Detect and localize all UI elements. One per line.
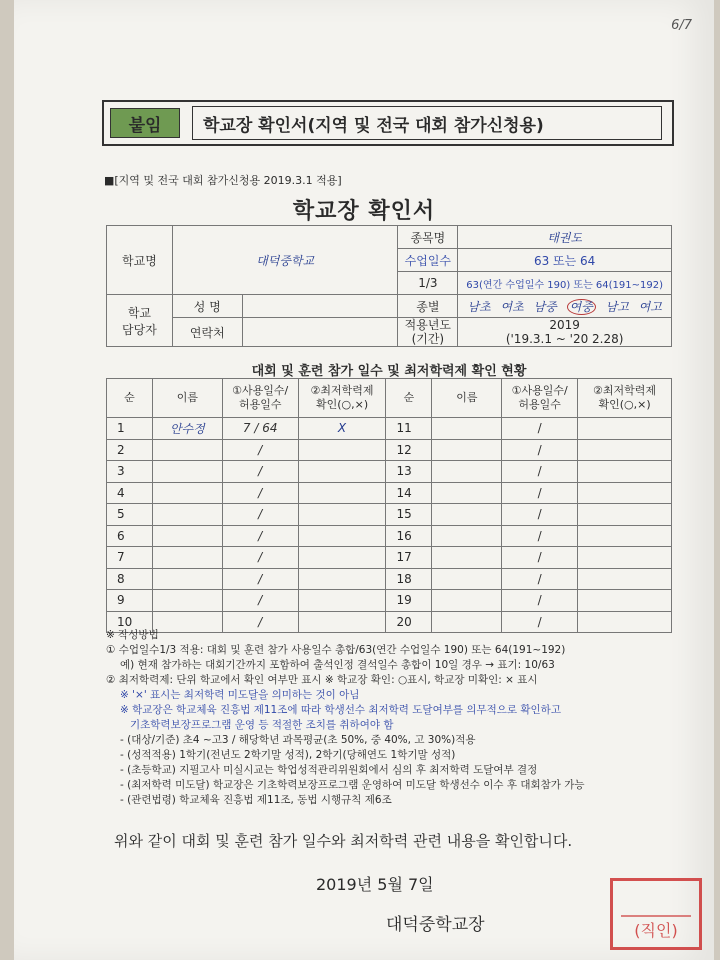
note-2: ② 최저학력제: 단위 학교에서 확인 여부만 표시 ※ 학교장 확인: ○표시, 학교장 미확인: × 표시 xyxy=(106,674,538,686)
row-days: / xyxy=(222,547,298,569)
row-days: / xyxy=(502,461,578,483)
row-no: 20 xyxy=(386,611,432,633)
row-no: 5 xyxy=(107,504,153,526)
gender-option: 여초 xyxy=(500,299,524,314)
note-8: - (최저학력 미도달) 학교장은 기초학력보장프로그램 운영하여 미도달 학생선수 이수 후 대회참가 가능 xyxy=(120,779,585,791)
school-value: 대덕중학교 xyxy=(172,226,398,295)
row-min xyxy=(578,504,672,526)
row-min xyxy=(298,461,386,483)
row-days: / xyxy=(502,547,578,569)
row-days: / xyxy=(502,611,578,633)
col-no: 순 xyxy=(107,379,153,418)
row-days: / xyxy=(222,439,298,461)
row-name xyxy=(152,525,222,547)
row-no: 16 xyxy=(386,525,432,547)
row-min: X xyxy=(298,418,386,440)
document-sheet xyxy=(14,0,714,960)
days-label-2: 1/3 xyxy=(398,272,458,295)
row-name xyxy=(432,461,502,483)
name-value xyxy=(242,295,398,318)
row-no: 6 xyxy=(107,525,153,547)
days-label: 수업일수 xyxy=(398,249,458,272)
page-mark: 6/7 xyxy=(671,18,692,33)
note-5: - (대상/기준) 초4 ~고3 / 해당학년 과목평균(초 50%, 중 40%, 고 30%)적용 xyxy=(120,734,476,746)
header-title: 학교장 확인서(지역 및 전국 대회 참가신청용) xyxy=(192,106,662,140)
year-value-main: 2019 xyxy=(549,318,580,332)
days-value-1: 63 또는 64 xyxy=(458,249,672,272)
row-name xyxy=(432,547,502,569)
note-3: ※ '×' 표시는 최저학력 미도달을 의미하는 것이 아님 xyxy=(120,689,360,701)
col-days: ①사용일수/ 허용일수 xyxy=(502,379,578,418)
note-7: - (초등학교) 지필고사 미실시교는 학업성적관리위원회에서 심의 후 최저학력 도달여부 결정 xyxy=(120,764,538,776)
table-row xyxy=(107,482,672,504)
gender-options xyxy=(458,295,672,318)
row-no: 1 xyxy=(107,418,153,440)
row-min xyxy=(298,482,386,504)
table-row xyxy=(107,525,672,547)
seal-text: (직인) xyxy=(634,921,678,940)
row-min xyxy=(578,418,672,440)
row-days: / xyxy=(222,504,298,526)
row-no: 15 xyxy=(386,504,432,526)
gender-option: 남중 xyxy=(533,299,557,314)
row-name xyxy=(152,568,222,590)
col-min: ②최저학력제 확인(○,×) xyxy=(578,379,672,418)
col-name: 이름 xyxy=(432,379,502,418)
row-no: 7 xyxy=(107,547,153,569)
row-min xyxy=(298,504,386,526)
row-min xyxy=(298,568,386,590)
row-days: / xyxy=(222,525,298,547)
note-9: - (관련법령) 학교체육 진흥법 제11조, 동법 시행규칙 제6조 xyxy=(120,794,392,806)
year-period: ('19.3.1 ~ '20 2.28) xyxy=(505,332,624,346)
row-name xyxy=(432,418,502,440)
row-days: / xyxy=(502,439,578,461)
notes xyxy=(106,628,706,808)
gender-label: 종별 xyxy=(398,295,458,318)
attendance-table xyxy=(106,378,672,633)
row-days: / xyxy=(222,568,298,590)
row-min xyxy=(578,461,672,483)
note-1b: 예) 현재 참가하는 대회기간까지 포함하여 출석인정 결석일수 총합이 10일 경우 → 표기: 10/63 xyxy=(120,659,555,671)
row-name xyxy=(152,547,222,569)
row-name xyxy=(152,590,222,612)
row-no: 17 xyxy=(386,547,432,569)
note-4b: 기초학력보장프로그램 운영 등 적절한 조치를 취하여야 함 xyxy=(130,719,394,731)
row-name xyxy=(152,482,222,504)
row-name xyxy=(432,590,502,612)
year-label-sub: (기간) xyxy=(411,332,445,346)
row-days: / xyxy=(502,418,578,440)
row-name xyxy=(432,482,502,504)
info-table xyxy=(106,225,672,347)
row-name xyxy=(432,504,502,526)
row-name xyxy=(432,568,502,590)
school-label: 학교명 xyxy=(107,226,173,295)
row-no: 9 xyxy=(107,590,153,612)
row-name: 안수정 xyxy=(152,418,222,440)
gender-option: 여고 xyxy=(638,299,662,314)
note-6: - (성적적용) 1학기(전년도 2학기말 성적), 2학기(당해연도 1학기말 성적) xyxy=(120,749,456,761)
row-name xyxy=(432,525,502,547)
official-seal xyxy=(610,878,702,950)
confirm-text: 위와 같이 대회 및 훈련 참가 일수와 최저학력 관련 내용을 확인합니다. xyxy=(114,832,573,850)
row-no: 19 xyxy=(386,590,432,612)
attachment-badge: 붙임 xyxy=(110,108,180,138)
row-name xyxy=(152,504,222,526)
days-value-2: 63(연간 수업일수 190) 또는 64(191~192) xyxy=(458,272,672,295)
row-no: 4 xyxy=(107,482,153,504)
document-title: 학교장 확인서 xyxy=(292,199,436,224)
row-no: 2 xyxy=(107,439,153,461)
row-days: / xyxy=(502,590,578,612)
row-min xyxy=(298,439,386,461)
table-row xyxy=(107,590,672,612)
row-days: / xyxy=(222,590,298,612)
year-label xyxy=(398,318,458,347)
row-min xyxy=(578,590,672,612)
year-label-main: 적용년도 xyxy=(404,318,452,332)
row-days: / xyxy=(222,482,298,504)
row-min xyxy=(578,525,672,547)
note-1a: ① 수업일수1/3 적용: 대회 및 훈련 참가 사용일수 총합/63(연간 수업일수 190) 또는 64(191~192) xyxy=(106,644,566,656)
row-days: / xyxy=(222,461,298,483)
form-note: ■[지역 및 전국 대회 참가신청용 2019.3.1 적용] xyxy=(104,174,342,187)
col-no: 순 xyxy=(386,379,432,418)
row-min xyxy=(298,590,386,612)
row-min xyxy=(578,568,672,590)
row-no: 11 xyxy=(386,418,432,440)
row-days: / xyxy=(502,504,578,526)
row-days: / xyxy=(222,611,298,633)
row-min xyxy=(578,439,672,461)
contact-label: 연락처 xyxy=(172,318,242,347)
col-name: 이름 xyxy=(152,379,222,418)
principal-name: 대덕중학교장 xyxy=(386,915,485,935)
row-no: 18 xyxy=(386,568,432,590)
row-no: 14 xyxy=(386,482,432,504)
row-min xyxy=(578,482,672,504)
table-row xyxy=(107,568,672,590)
event-value: 태권도 xyxy=(458,226,672,249)
year-value xyxy=(458,318,672,347)
row-days: / xyxy=(502,568,578,590)
row-name xyxy=(432,439,502,461)
section-title: 대회 및 훈련 참가 일수 및 최저학력제 확인 현황 xyxy=(251,364,527,379)
row-min xyxy=(298,525,386,547)
row-days: 7 / 64 xyxy=(222,418,298,440)
row-min xyxy=(298,547,386,569)
row-days: / xyxy=(502,482,578,504)
table-row xyxy=(107,504,672,526)
row-no: 10 xyxy=(107,611,153,633)
row-days: / xyxy=(502,525,578,547)
table-row xyxy=(107,418,672,440)
row-no: 13 xyxy=(386,461,432,483)
row-no: 3 xyxy=(107,461,153,483)
col-days: ①사용일수/ 허용일수 xyxy=(222,379,298,418)
table-row xyxy=(107,461,672,483)
seal-inner-mark xyxy=(621,887,691,917)
note-4a: ※ 학교장은 학교체육 진흥법 제11조에 따라 학생선수 최저학력 도달여부를 의무적으로 확인하고 xyxy=(120,704,561,716)
name-label: 성 명 xyxy=(172,295,242,318)
row-no: 8 xyxy=(107,568,153,590)
date-text: 2019년 5월 7일 xyxy=(316,875,434,894)
row-name xyxy=(152,461,222,483)
table-row xyxy=(107,547,672,569)
gender-option: 남고 xyxy=(605,299,629,314)
row-min xyxy=(578,547,672,569)
gender-option-selected: 여중 xyxy=(567,299,596,315)
row-no: 12 xyxy=(386,439,432,461)
gender-option: 남초 xyxy=(467,299,491,314)
col-min: ②최저학력제 확인(○,×) xyxy=(298,379,386,418)
row-name xyxy=(152,439,222,461)
staff-label: 학교 담당자 xyxy=(107,295,173,347)
event-label: 종목명 xyxy=(398,226,458,249)
notes-heading: ※ 작성방법 xyxy=(106,629,159,641)
header-box xyxy=(102,100,674,146)
contact-value xyxy=(242,318,398,347)
table-row xyxy=(107,439,672,461)
